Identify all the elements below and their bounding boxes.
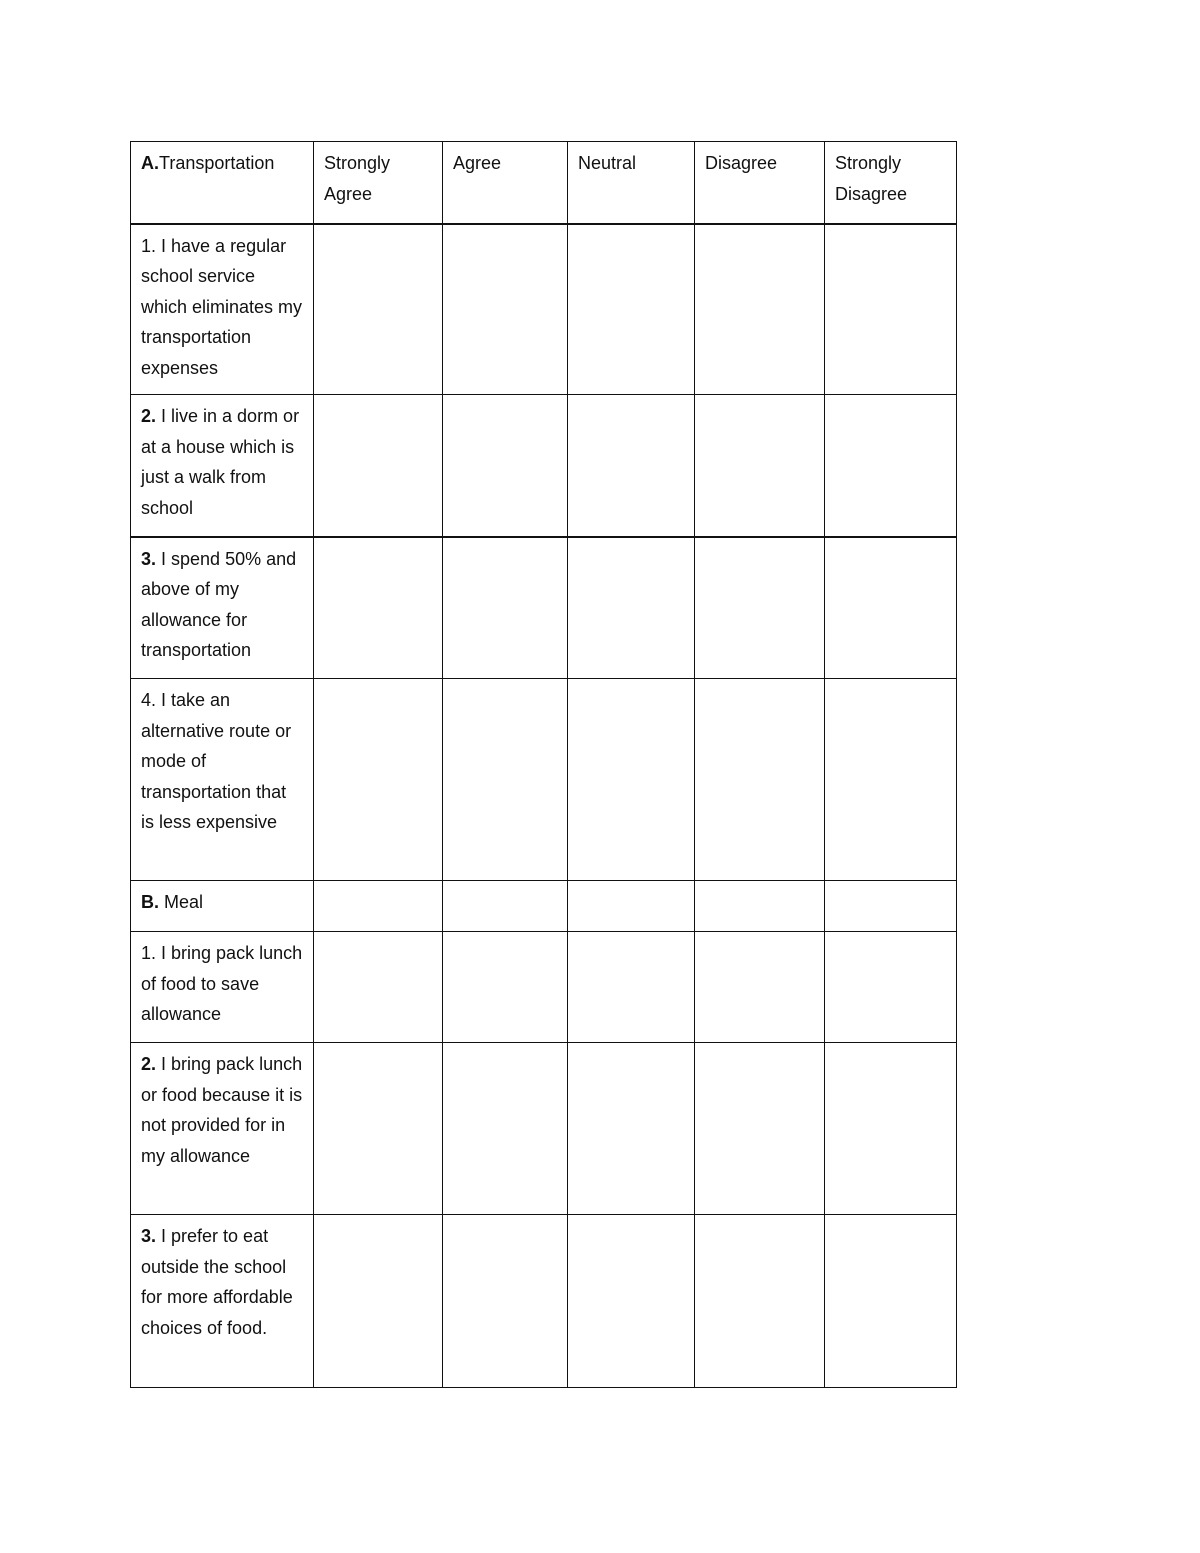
response-cell-disagree[interactable] [695, 395, 825, 537]
question-text: I have a regular school service which eliminates my transportation expenses [141, 235, 303, 378]
section-b-empty-cell [314, 881, 443, 932]
section-b-row [131, 881, 957, 932]
section-b-empty-cell [695, 881, 825, 932]
response-cell-disagree[interactable] [695, 1215, 825, 1388]
column-header-disagree: Disagree [695, 142, 825, 224]
response-cell-disagree[interactable] [695, 1043, 825, 1215]
response-cell-agree[interactable] [443, 1215, 568, 1388]
question-cell [131, 224, 314, 395]
response-cell-strongly-disagree[interactable] [825, 932, 957, 1043]
table-row [131, 224, 957, 395]
table-row [131, 1043, 957, 1215]
response-cell-neutral[interactable] [568, 224, 695, 395]
section-b-empty-cell [568, 881, 695, 932]
header-row [131, 142, 957, 224]
response-cell-strongly-agree[interactable] [314, 224, 443, 395]
response-cell-strongly-disagree[interactable] [825, 1043, 957, 1215]
section-a-title: Transportation [159, 153, 275, 173]
response-cell-agree[interactable] [443, 679, 568, 881]
table-row [131, 932, 957, 1043]
question-number: 1. [141, 943, 157, 963]
table-row [131, 679, 957, 881]
question-text: I bring pack lunch or food because it is not provided for in my allowance [141, 1054, 303, 1166]
response-cell-agree[interactable] [443, 932, 568, 1043]
section-a-header [131, 142, 314, 224]
question-cell [131, 395, 314, 537]
response-cell-strongly-disagree[interactable] [825, 224, 957, 395]
section-b-label: B. [141, 892, 159, 912]
column-header-neutral: Neutral [568, 142, 695, 224]
table-row [131, 537, 957, 679]
response-cell-neutral[interactable] [568, 1215, 695, 1388]
response-cell-neutral[interactable] [568, 395, 695, 537]
section-a-label: A. [141, 153, 159, 173]
question-number: 3. [141, 548, 157, 569]
response-cell-agree[interactable] [443, 537, 568, 679]
question-text: I take an alternative route or mode of transportation that is less expensive [141, 690, 292, 832]
response-cell-disagree[interactable] [695, 932, 825, 1043]
column-header-strongly-agree: Strongly Agree [314, 142, 443, 224]
response-cell-strongly-disagree[interactable] [825, 395, 957, 537]
response-cell-neutral[interactable] [568, 932, 695, 1043]
question-text: I live in a dorm or at a house which is just a walk from school [141, 406, 300, 518]
question-text: I spend 50% and above of my allowance for transportation [141, 548, 297, 660]
question-cell [131, 932, 314, 1043]
response-cell-neutral[interactable] [568, 537, 695, 679]
question-number: 1. [141, 235, 157, 256]
question-number: 2. [141, 406, 157, 426]
response-cell-neutral[interactable] [568, 1043, 695, 1215]
response-cell-agree[interactable] [443, 395, 568, 537]
question-text: I bring pack lunch of food to save allowance [141, 943, 303, 1024]
question-cell [131, 1215, 314, 1388]
section-b-title: Meal [159, 892, 204, 912]
question-text: I prefer to eat outside the school for more affordable choices of food. [141, 1226, 293, 1338]
response-cell-strongly-agree[interactable] [314, 537, 443, 679]
table-row [131, 395, 957, 537]
column-header-strongly-disagree: Strongly Disagree [825, 142, 957, 224]
column-header-agree: Agree [443, 142, 568, 224]
response-cell-strongly-disagree[interactable] [825, 537, 957, 679]
table-row [131, 1215, 957, 1388]
question-number: 3. [141, 1226, 157, 1246]
response-cell-disagree[interactable] [695, 537, 825, 679]
response-cell-strongly-disagree[interactable] [825, 1215, 957, 1388]
question-cell [131, 679, 314, 881]
response-cell-strongly-disagree[interactable] [825, 679, 957, 881]
response-cell-strongly-agree[interactable] [314, 395, 443, 537]
response-cell-strongly-agree[interactable] [314, 1215, 443, 1388]
question-cell [131, 537, 314, 679]
response-cell-agree[interactable] [443, 224, 568, 395]
response-cell-strongly-agree[interactable] [314, 679, 443, 881]
response-cell-neutral[interactable] [568, 679, 695, 881]
response-cell-agree[interactable] [443, 1043, 568, 1215]
response-cell-strongly-agree[interactable] [314, 932, 443, 1043]
response-cell-strongly-agree[interactable] [314, 1043, 443, 1215]
question-cell [131, 1043, 314, 1215]
question-number: 2. [141, 1054, 157, 1074]
section-b-empty-cell [443, 881, 568, 932]
section-b-empty-cell [825, 881, 957, 932]
response-cell-disagree[interactable] [695, 679, 825, 881]
survey-table [130, 141, 957, 1388]
response-cell-disagree[interactable] [695, 224, 825, 395]
question-number: 4. [141, 690, 157, 710]
section-b-header [131, 881, 314, 932]
